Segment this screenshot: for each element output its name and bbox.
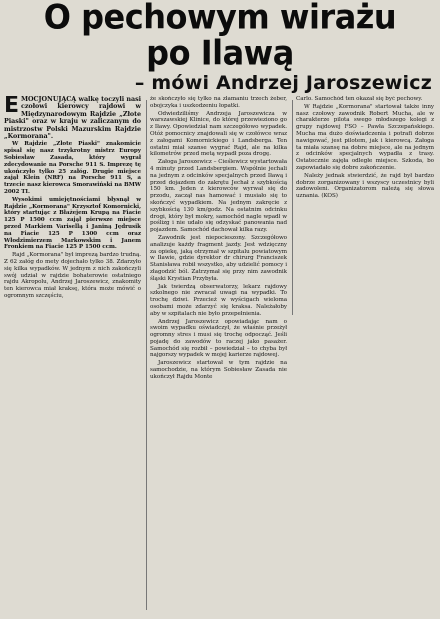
headline <box>6 0 434 73</box>
drop-cap: E <box>4 96 19 118</box>
subheadline: – mówi Andrzej Jaroszewicz <box>134 72 432 94</box>
paragraph: Wysokimi umiejętnościami błysnął w Rajdzie „Kormorana" Krzysztof Komornicki, który startując z Błażejem Krupą na Fiacie 125 P 1500 ccm zajął pierwsze miejsce przed Markiem Varisellą i Janiną Jędrusik na Fiacie 125 P 1300 ccm oraz Włodzimierzem Markowskim i Janem Fronkiem na Fiacie 125 P 1500 ccm. <box>4 196 141 251</box>
lead-paragraph: MOCJONUJĄCĄ walkę toczyli nasi czołowi kierowcy rajdowi w Międzynarodowym Rajdzie „Złote Piaski" oraz w kraju w zaliczanym do mistrzostw Polski Mazurskim Rajdzie „Kormorana". <box>4 96 141 141</box>
paragraph: Rajd „Kormorana" był imprezą bardzo trudną. Z 62 załóg do mety dojechało tylko 38. Zdarzyło się kilka wypadków. W jednym z nich zakończyli swój udział w rajdzie bohaterowie ostatniego rajdu Akropolu, Andrzej Jaroszewicz, znakomity ten kierowca miał kraksę, która może mówić o ogromnym szczęściu, <box>4 252 141 299</box>
headline-line-1: O pechowym wirażu <box>43 0 397 38</box>
column-3 <box>296 96 434 311</box>
paragraph: Należy jednak stwierdzić, że rajd był bardzo dobrze zorganizowany i wszyscy uczestnicy byli zadowoleni. Organizatorom należą się słowa uznania. (KOS) <box>296 172 434 200</box>
paragraph: Jaroszewicz startował w tym rajdzie na samochodzie, na którym Sobiesław Zasada nie ukończył Rajdu Monte <box>150 360 287 380</box>
article-body <box>4 96 436 616</box>
headline-line-2: po Ilawą <box>146 32 294 73</box>
paragraph: Jak twierdzą obserwatorzy, lekarz rajdowy szkolnego nie zwracał uwagi na wypadki. To trochę dziwi. Przecież w wyścigach wieloma osobami może zdarzyć się kraksa. Należałoby aby w szpitalach nie było przepełnienia. <box>150 283 287 317</box>
paragraph: Załoga Jaroszewicz – Cieślewicz wystartowała 4 minuty przed Landsbergiem. Wspólnie jechali na jednym z odcinków specjalnych przed Iławą i przed dojazdem do zakrętu Jechał z szybkością 150 km. Jeden z kierowców wyrwał się do przodu, zaczął nas hamować i musiało się to skończyć wypadkiem. Na jednym zakręcie z szybkością 130 km/godz. Na ostatnim odcinku drogi, który był mokry, samochód nagle wpadł w poślizg i nie udało się odzyskać panowania nad pojazdem. Samochód dachował kilka razy. <box>150 159 287 234</box>
paragraph: Zawodnik jest niepocieszony. Szczegółowo analizuje każdy fragment jazdy. Jest wdzięczny za opiekę, jaką otrzymał w szpitalu powiatowym w Iławie, gdzie dyrektor dr chirurg Franciszek Stanisława robił wszystko, aby udzielić pomocy i złagodzić ból. Zatrzymał się przy nim zawodnik śląski Krystian Przybyła. <box>150 234 287 282</box>
paragraph: W Rajdzie „Złote Piaski" znakomicie spisał się nasz trzykrotny mistrz Europy Sobiesław Zasada, który wygrał zdecydowanie na Porsche 911 S. Imprezę tę ukończyło tylko 25 załóg. Drugie miejsce zajął Klein (NRF) na Porsche 911 S, a trzecie nasz kierowca Smorawiński na BMW 2002 TI. <box>4 141 141 196</box>
paragraph: Carlo. Samochód ten okazał się być pechowy. <box>296 96 423 102</box>
column-divider <box>146 100 147 610</box>
paragraph: że skończyło się tylko na złamaniu trzech żeber, obojczyka i uszkodzeniu łopatki. <box>150 96 287 109</box>
column-1 <box>4 96 141 616</box>
paragraph: Odwiedziliśmy Andrzeja Jaroszewicza w warszawskiej Klinice, do której przewieziono go z Iławy. Opowiedział nam szczegółowo wypadek. Otóż pomocnicy znajdowali się w czołówce wraz z załogami Komornickiego i Landsberga. Ten ostatni miał szanse wygrać Rajd, ale na kilka kilometrów przed metą wypadł poza drogę. <box>150 110 287 158</box>
paragraph: Andrzej Jaroszewicz opowiadając nam o swoim wypadku oświadczył, że właśnie przeżył ogromny stres i musi się trochę odpocząć. Jeśli pojadę do zawodów to raczej jako pasażer. Samochód się rozbił – powiedział – to chyba był najgorszy wypadek w mojej karierze rajdowej. <box>150 318 287 359</box>
column-2 <box>150 96 287 616</box>
column-divider <box>292 100 293 315</box>
paragraph: W Rajdzie „Kormorana" startował także inny nasz czołowy zawodnik Robert Mucha, ale w charakterze pilota swego młodszego kolegi z grupy rajdowej FSO – Pawła Szczepańskiego. Mucha ma dużo doświadczenia i potrafi dobrze nawigować, jest pilotem, jak i kierowcą. Załoga ta miała szansę na dobre miejsce, ale na jednym z odcinków specjalnych wypadła z trasy. Ostatecznie zajęła odległe miejsce. Szkoda, bo zapowiadało się dobre zakończenie. <box>296 103 434 171</box>
